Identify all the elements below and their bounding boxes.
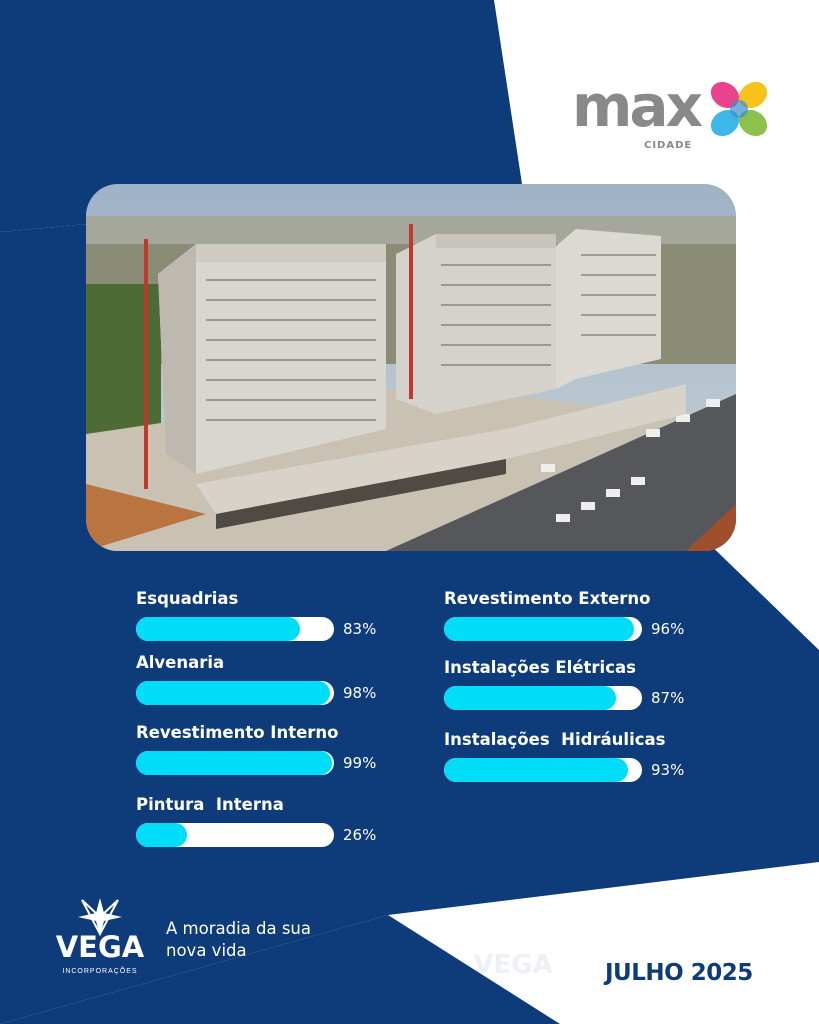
report-date: JULHO 2025: [605, 960, 753, 986]
progress-percent: 87%: [651, 689, 685, 707]
progress-label: Esquadrias: [136, 589, 239, 608]
progress-fill: [136, 617, 300, 641]
progress-instalacoes-eletricas: [444, 658, 704, 714]
progress-fill: [444, 617, 634, 641]
progress-percent: 93%: [651, 761, 685, 779]
vega-subtitle: INCORPORAÇÕES: [62, 968, 138, 975]
progress-fill: [136, 681, 330, 705]
progress-label: Alvenaria: [136, 653, 225, 672]
max-cidade-logo: [572, 72, 772, 158]
watermark-text: VEGA: [473, 950, 553, 980]
vega-watermark: [458, 920, 568, 990]
progress-label: Revestimento Interno: [136, 723, 339, 742]
progress-label: Instalações Hidráulicas: [444, 730, 666, 749]
progress-fill: [444, 758, 628, 782]
progress-track: [444, 758, 642, 782]
progress-track: [444, 617, 642, 641]
vega-name: VEGA: [55, 930, 145, 964]
progress-fill: [444, 686, 616, 710]
progress-fill: [136, 751, 332, 775]
progress-track: [444, 686, 642, 710]
progress-percent: 83%: [343, 620, 377, 638]
progress-label: Pintura Interna: [136, 795, 284, 814]
progress-track: [136, 823, 334, 847]
progress-revestimento-interno: [136, 723, 396, 779]
progress-revestimento-externo: [444, 589, 704, 645]
construction-photo: [86, 184, 736, 551]
logo-word: max: [572, 72, 700, 140]
progress-label: Revestimento Externo: [444, 589, 651, 608]
tagline: A moradia da sua nova vida: [166, 919, 312, 960]
progress-track: [136, 681, 334, 705]
progress-instalacoes-hidraulicas: [444, 730, 704, 786]
progress-alvenaria: [136, 653, 396, 709]
progress-percent: 99%: [343, 754, 377, 772]
progress-pintura-interna: [136, 795, 396, 851]
progress-percent: 96%: [651, 620, 685, 638]
progress-percent: 26%: [343, 826, 377, 844]
progress-track: [136, 617, 334, 641]
progress-track: [136, 751, 334, 775]
progress-label: Instalações Elétricas: [444, 658, 636, 677]
x-logo-icon: [710, 80, 768, 138]
progress-percent: 98%: [343, 684, 377, 702]
logo-subtitle: CIDADE: [644, 140, 693, 151]
vega-logo: [44, 898, 156, 984]
progress-fill: [136, 823, 187, 847]
progress-esquadrias: [136, 589, 396, 645]
